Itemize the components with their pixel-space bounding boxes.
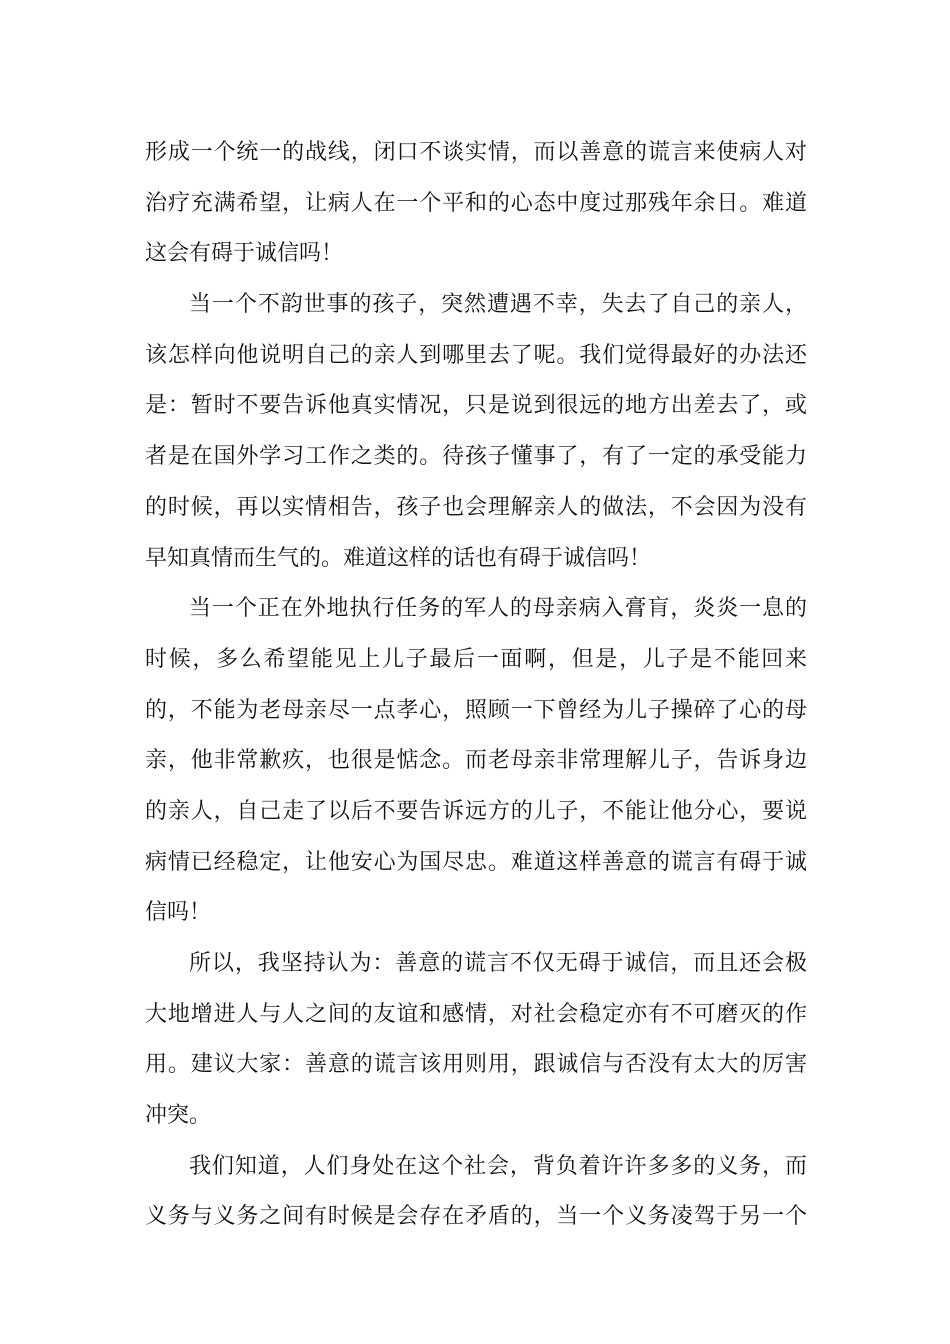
text-line: 信吗！ xyxy=(145,900,212,926)
text-line: 我们知道，人们身处在这个社会，背负着许许多多的义务，而 xyxy=(189,1153,807,1179)
text-line: 者是在国外学习工作之类的。待孩子懂事了，有了一定的承受能力 xyxy=(145,444,807,470)
text-line: 义务与义务之间有时候是会存在矛盾的，当一个义务凌驾于另一个 xyxy=(145,1204,807,1230)
text-line: 是：暂时不要告诉他真实情况，只是说到很远的地方出差去了，或 xyxy=(145,393,807,419)
text-line: 当一个不韵世事的孩子，突然遭遇不幸，失去了自己的亲人， xyxy=(189,292,807,318)
text-line: 早知真情而生气的。难道这样的话也有碍于诚信吗！ xyxy=(145,545,652,571)
text-line: 当一个正在外地执行任务的军人的母亲病入膏肓，炎炎一息的 xyxy=(189,596,807,622)
text-line: 用。建议大家：善意的谎言该用则用，跟诚信与否没有太大的厉害 xyxy=(145,1052,807,1078)
text-line: 这会有碍于诚信吗！ xyxy=(145,241,344,267)
text-line: 形成一个统一的战线，闭口不谈实情，而以善意的谎言来使病人对 xyxy=(145,140,807,165)
text-line: 的亲人，自己走了以后不要告诉远方的儿子，不能让他分心，要说 xyxy=(145,798,807,824)
text-line: 该怎样向他说明自己的亲人到哪里去了呢。我们觉得最好的办法还 xyxy=(145,342,807,368)
text-line: 时候，多么希望能见上儿子最后一面啊，但是，儿子是不能回来 xyxy=(145,646,807,672)
text-line: 治疗充满希望，让病人在一个平和的心态中度过那残年余日。难道 xyxy=(145,190,807,216)
text-line: 病情已经稳定，让他安心为国尽忠。难道这样善意的谎言有碍于诚 xyxy=(145,849,807,875)
document-body xyxy=(145,128,807,1243)
text-line: 的时候，再以实情相告，孩子也会理解亲人的做法，不会因为没有 xyxy=(145,494,807,520)
text-line: 亲，他非常歉疚，也很是惦念。而老母亲非常理解儿子，告诉身边 xyxy=(145,748,807,774)
text-line: 大地增进人与人之间的友谊和感情，对社会稳定亦有不可磨灭的作 xyxy=(145,1001,807,1027)
text-line: 的，不能为老母亲尽一点孝心，照顾一下曾经为儿子操碎了心的母 xyxy=(145,697,807,723)
text-line: 所以，我坚持认为：善意的谎言不仅无碍于诚信，而且还会极 xyxy=(189,951,807,976)
text-line: 冲突。 xyxy=(145,1103,212,1129)
